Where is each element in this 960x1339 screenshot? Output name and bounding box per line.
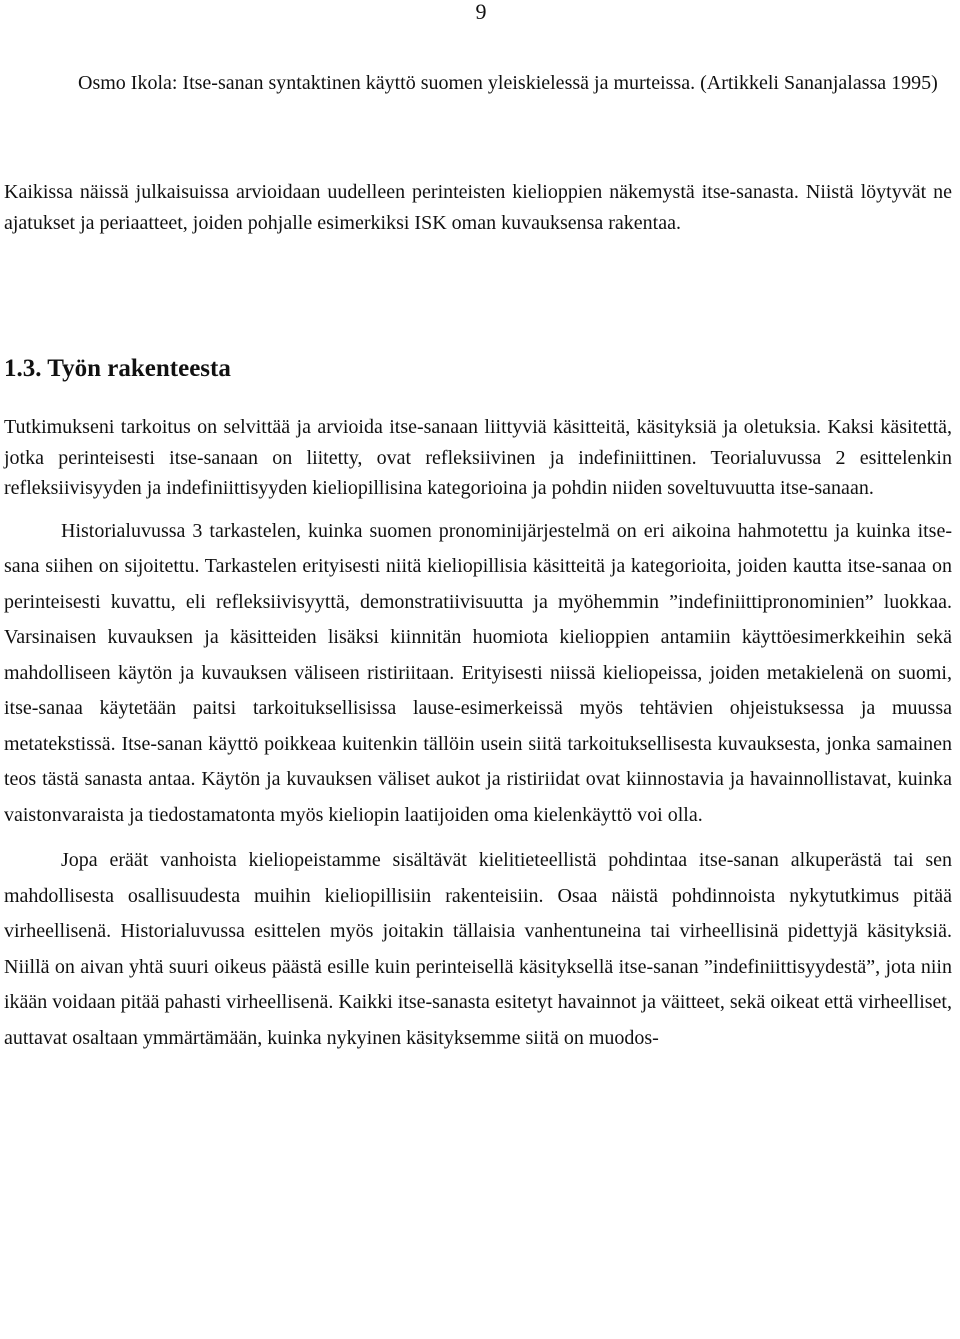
intro-paragraph: Kaikissa näissä julkaisuissa arvioidaan uudelleen perinteisten kielioppien näkemystä itse-sanasta. Niistä löytyvät ne ajatukset ja periaatteet, joiden pohjalle esimerkiksi ISK oman kuvauksensa rakentaa.: [4, 181, 952, 234]
paragraph-purpose: Tutkimukseni tarkoitus on selvittää ja arvioida itse-sanaan liittyviä käsitteitä, käsityksiä ja oletuksia. Kaksi käsitettä, jotka perinteisesti itse-sanaan on liitetty, ovat refleksiivinen ja indefiniittinen. Teorialuvussa 2 esittelenkin refleksiivisyyden ja indefiniittisyyden kieliopillisina kategorioina ja pohdin niiden soveltuvuutta itse-sanaan.: [4, 416, 952, 499]
paragraph-history-chapter: Historialuvussa 3 tarkastelen, kuinka suomen pronominijärjestelmä on eri aikoina hahmotettu ja kuinka itse-sana siihen on sijoitettu. Tarkastelen erityisesti niitä kieliopillisia käsitteitä ja kategorioita, joiden kautta itse-sanaa on perinteisesti kuvattu, eli refleksiivisyyttä, demonstratiivisuutta ja myöhemmin ”indefiniittipronominien” luokkaa. Varsinaisen kuvauksen ja käsitteiden lisäksi kiinnitän huomiota kielioppien antamiin käyttöesimerkkeihin sekä mahdolliseen käytön ja kuvauksen väliseen ristiriitaan. Erityisesti niissä kieliopeissa, joiden metakielenä on suomi, itse-sanaa käytetään paitsi tarkoituksellisissa lause-esimerkeissä myös tehtävien ohjeistuksessa ja muussa metatekstissä. Itse-sanan käyttö poikkeaa kuitenkin tällöin usein siitä tarkoituksellisesta kuvauksesta, jonka samainen teos tästä sanasta antaa. Käytön ja kuvauksen väliset aukot ja ristiriidat ovat kiinnostavia ja havainnollistavat, kuinka vaistonvaraista ja tiedostamatonta myös kieliopin laatijoiden oma kielenkäyttö voi olla.: [4, 519, 952, 826]
paragraph-old-grammars: Jopa eräät vanhoista kieliopeistamme sisältävät kielitieteellistä pohdintaa itse-sanan alkuperästä tai sen mahdollisesta osallisuudesta muihin kieliopillisiin rakenteisiin. Osaa näistä pohdinnoista nykytutkimus pitää virheellisenä. Historialuvussa esittelen myös joitakin tällaisia vanhentuneina tai virheellisinä pidettyjä käsityksiä. Niillä on aivan yhtä suuri oikeus päästä esille kuin perinteisellä käsityksellä itse-sanan ”indefiniittisyydestä”, jota niin ikään voidaan pitää pahasti virheellisenä. Kaikki itse-sanasta esitetyt havainnot ja väitteet, sekä oikeat että virheelliset, auttavat osaltaan ymmärtämään, kuinka nykyinen käsityksemme siitä on muodos-: [4, 849, 952, 1049]
section-body: [4, 412, 952, 1056]
bibliography-reference: Osmo Ikola: Itse-sanan syntaktinen käyttö suomen yleiskielessä ja murteissa. (Artikkeli Sananjalassa 1995): [78, 72, 938, 94]
section-heading: 1.3. Työn rakenteesta: [4, 355, 231, 382]
page-number: 9: [475, 0, 487, 24]
